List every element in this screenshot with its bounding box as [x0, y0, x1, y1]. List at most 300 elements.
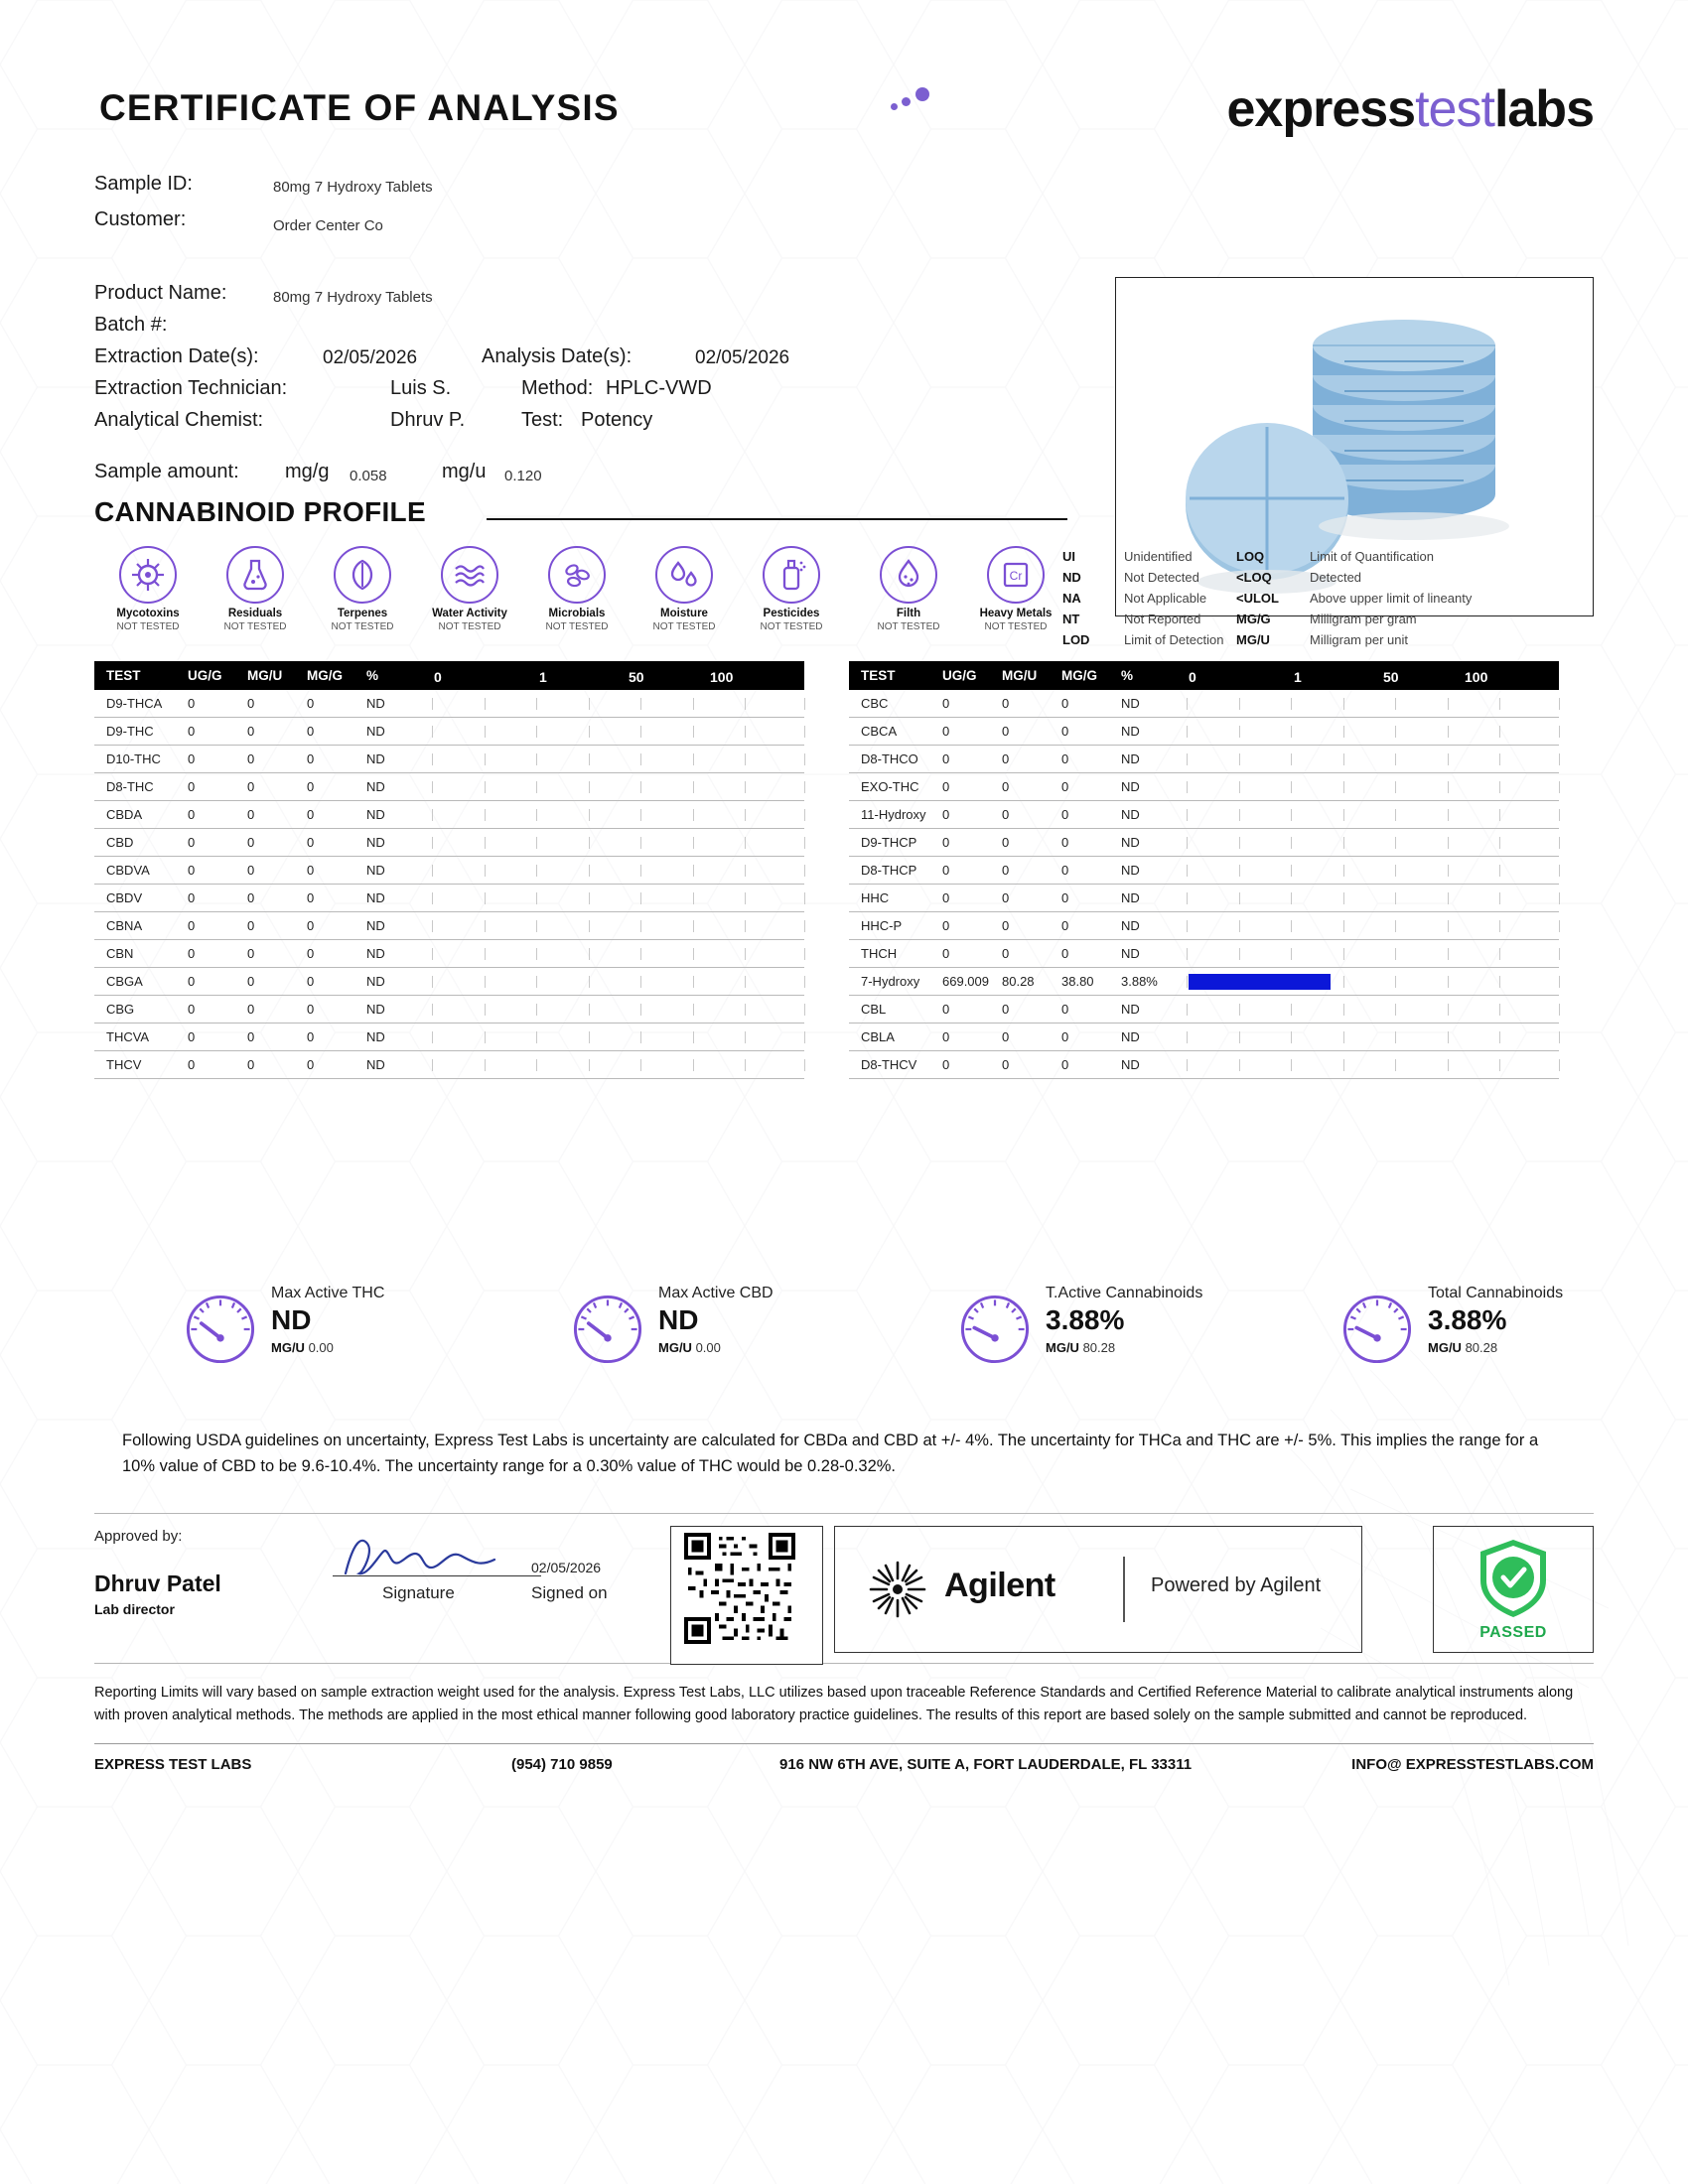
test-icon-residuals: [202, 546, 309, 632]
col-pct: %: [366, 661, 432, 690]
analytical-chemist-value: Dhruv P.: [390, 409, 466, 431]
cell-test: CBC: [849, 690, 942, 718]
cell-ugg: 0: [188, 912, 247, 940]
test-icon-microbials: [523, 546, 631, 632]
cell-mgu: 80.28: [1002, 968, 1061, 996]
cell-test: CBNA: [94, 912, 188, 940]
gauge-unit-label: MG/U: [271, 1340, 305, 1355]
icon-status: NOT TESTED: [652, 621, 716, 632]
table-body-left: [94, 690, 804, 1079]
icon-status: NOT TESTED: [545, 621, 609, 632]
signed-on-label: Signed on: [531, 1583, 608, 1602]
cell-pct: ND: [1121, 1024, 1187, 1051]
analytical-chemist-label: Analytical Chemist:: [94, 409, 264, 431]
cell-test: CBN: [94, 940, 188, 968]
axis-tick: 0: [434, 668, 442, 685]
signed-date: 02/05/2026: [531, 1560, 602, 1575]
agilent-powered-label: Powered by Agilent: [1151, 1574, 1322, 1596]
table-row: [94, 801, 804, 829]
passed-badge: [1433, 1526, 1594, 1653]
section-title: CANNABINOID PROFILE: [94, 496, 426, 527]
gauge-unit-label: MG/U: [1428, 1340, 1462, 1355]
cell-ugg: 0: [942, 690, 1002, 718]
test-icon-mycotoxins: [94, 546, 202, 632]
cell-test: THCV: [94, 1051, 188, 1079]
legend-desc: Limit of Quantification: [1310, 549, 1435, 564]
legend-desc: Limit of Detection: [1124, 632, 1224, 647]
cell-bar: [432, 968, 804, 996]
residuals-icon: [226, 546, 284, 604]
cell-ugg: 0: [942, 773, 1002, 801]
table-row: [849, 773, 1559, 801]
shield-check-icon: [1476, 1537, 1551, 1620]
cell-mgg: 0: [1061, 801, 1121, 829]
pesticides-icon: [763, 546, 820, 604]
cell-bar: [432, 885, 804, 912]
cell-ugg: 0: [942, 801, 1002, 829]
cell-mgu: 0: [247, 746, 307, 773]
cell-bar: [432, 829, 804, 857]
gauge-unit-value: 80.28: [1465, 1340, 1498, 1355]
cell-bar: [432, 1024, 804, 1051]
cell-pct: ND: [1121, 940, 1187, 968]
gauge-unit-value: 80.28: [1082, 1340, 1116, 1355]
cell-ugg: 0: [188, 968, 247, 996]
cell-pct: ND: [1121, 718, 1187, 746]
icon-label: Filth: [896, 608, 921, 619]
signature-label: Signature: [382, 1583, 455, 1602]
sample-amount-label: Sample amount:: [94, 461, 239, 482]
col-ugg: UG/G: [942, 661, 1002, 690]
cell-mgu: 0: [247, 885, 307, 912]
cell-pct: ND: [366, 857, 432, 885]
cell-ugg: 0: [942, 1051, 1002, 1079]
cell-pct: ND: [366, 1051, 432, 1079]
table-row: [849, 996, 1559, 1024]
axis-tick: 0: [1189, 668, 1196, 685]
col-pct: %: [1121, 661, 1187, 690]
cell-ugg: 0: [188, 857, 247, 885]
cell-mgg: 0: [307, 857, 366, 885]
table-row: [849, 718, 1559, 746]
cell-pct: ND: [1121, 996, 1187, 1024]
cell-test: CBDVA: [94, 857, 188, 885]
cell-bar: [1187, 1051, 1559, 1079]
cell-test: CBCA: [849, 718, 942, 746]
cell-pct: 3.88%: [1121, 968, 1187, 996]
cell-mgu: 0: [1002, 940, 1061, 968]
cell-ugg: 0: [188, 718, 247, 746]
axis-tick: 50: [1383, 668, 1399, 685]
cell-test: 7-Hydroxy: [849, 968, 942, 996]
footer-bar: [94, 1743, 1594, 1780]
logo-dots-icon: [891, 87, 938, 117]
signature-image: [338, 1528, 536, 1589]
heavy-metals-icon: [987, 546, 1045, 604]
legend-key: LOD: [1062, 632, 1090, 647]
cell-ugg: 0: [942, 1024, 1002, 1051]
cell-pct: ND: [366, 773, 432, 801]
col-ugg: UG/G: [188, 661, 247, 690]
cell-pct: ND: [1121, 773, 1187, 801]
icon-label: Water Activity: [432, 608, 507, 619]
cell-pct: ND: [366, 690, 432, 718]
col-mgg: MG/G: [307, 661, 366, 690]
cell-pct: ND: [1121, 1051, 1187, 1079]
legend-desc: Not Detected: [1124, 570, 1199, 585]
gauge-unit-label: MG/U: [1046, 1340, 1079, 1355]
summary-gauges: [94, 1285, 1594, 1404]
gauge-unit-label: MG/U: [658, 1340, 692, 1355]
table-row: [849, 690, 1559, 718]
axis-tick: 50: [629, 668, 644, 685]
cell-test: THCVA: [94, 1024, 188, 1051]
cell-bar: [1187, 829, 1559, 857]
legend-key: UI: [1062, 549, 1075, 564]
cell-bar: [432, 801, 804, 829]
logo-test: test: [1415, 80, 1494, 138]
analysis-date-label: Analysis Date(s):: [482, 345, 633, 367]
cell-bar: [432, 857, 804, 885]
brand-logo: [1227, 79, 1595, 139]
cell-test: D9-THCP: [849, 829, 942, 857]
table-row: [94, 885, 804, 912]
cell-mgg: 0: [1061, 690, 1121, 718]
cell-mgu: 0: [247, 1024, 307, 1051]
extraction-date-value: 02/05/2026: [323, 347, 418, 368]
legend-key: NA: [1062, 591, 1081, 606]
test-value: Potency: [581, 409, 653, 431]
sample-id-value: 80mg 7 Hydroxy Tablets: [273, 179, 433, 196]
customer-value: Order Center Co: [273, 217, 383, 234]
test-icon-heavy-metals: [962, 546, 1069, 632]
axis-ticks: [432, 669, 804, 683]
method-value: HPLC-VWD: [606, 377, 712, 399]
cell-mgu: 0: [1002, 1024, 1061, 1051]
icon-label: Moisture: [660, 608, 708, 619]
cell-pct: ND: [366, 968, 432, 996]
table-row: [94, 996, 804, 1024]
cell-mgg: 0: [307, 773, 366, 801]
cell-pct: ND: [366, 912, 432, 940]
legend-left: [1062, 546, 1223, 650]
cell-mgu: 0: [1002, 801, 1061, 829]
cell-test: CBDA: [94, 801, 188, 829]
cell-bar: [1187, 857, 1559, 885]
cell-mgg: 0: [307, 801, 366, 829]
table-row: [94, 690, 804, 718]
cell-pct: ND: [366, 829, 432, 857]
cell-mgu: 0: [1002, 996, 1061, 1024]
cell-mgg: 0: [307, 718, 366, 746]
cell-mgu: 0: [247, 857, 307, 885]
cell-mgg: 0: [307, 746, 366, 773]
axis-tick: 1: [1294, 668, 1302, 685]
cell-pct: ND: [1121, 746, 1187, 773]
mycotoxins-icon: [119, 546, 177, 604]
mgu-value: 0.120: [504, 468, 542, 484]
cell-mgg: 0: [1061, 996, 1121, 1024]
gauge-text: [1428, 1285, 1563, 1355]
cell-mgu: 0: [247, 773, 307, 801]
legend-key: MG/G: [1236, 612, 1271, 626]
cell-ugg: 0: [942, 829, 1002, 857]
cell-ugg: 0: [188, 996, 247, 1024]
cannabinoid-table-right: [849, 661, 1559, 1079]
col-test: TEST: [94, 661, 188, 690]
icon-status: NOT TESTED: [223, 621, 287, 632]
legend-desc: Above upper limit of lineanty: [1310, 591, 1473, 606]
cell-mgu: 0: [247, 801, 307, 829]
col-axis: [432, 661, 804, 690]
gauge-title: Max Active THC: [271, 1285, 385, 1301]
cell-pct: ND: [366, 996, 432, 1024]
axis-tick: 1: [539, 668, 547, 685]
cell-bar: [432, 746, 804, 773]
cell-mgg: 0: [307, 1024, 366, 1051]
cell-ugg: 0: [188, 829, 247, 857]
cell-bar: [432, 773, 804, 801]
cell-mgg: 0: [307, 690, 366, 718]
approval-strip: [94, 1513, 1594, 1664]
table-row: [849, 746, 1559, 773]
cell-mgu: 0: [247, 718, 307, 746]
cell-test: D9-THC: [94, 718, 188, 746]
legend-desc: Unidentified: [1124, 549, 1193, 564]
table-row: [94, 829, 804, 857]
gauge-text: [1046, 1285, 1202, 1355]
cell-mgu: 0: [1002, 829, 1061, 857]
cell-test: D8-THC: [94, 773, 188, 801]
cell-mgg: 0: [307, 996, 366, 1024]
qr-code[interactable]: [670, 1526, 823, 1665]
gauge-dial-icon: [958, 1293, 1032, 1366]
footer-email[interactable]: INFO@ EXPRESSTESTLABS.COM: [1351, 1756, 1594, 1773]
batch-label: Batch #:: [94, 314, 168, 336]
cell-test: D8-THCP: [849, 857, 942, 885]
signature-line: [333, 1575, 541, 1576]
extraction-date-label: Extraction Date(s):: [94, 345, 259, 367]
table-row: [849, 857, 1559, 885]
cell-pct: ND: [1121, 885, 1187, 912]
mgu-label: mg/u: [442, 461, 487, 482]
icon-status: NOT TESTED: [438, 621, 501, 632]
gauge-title: T.Active Cannabinoids: [1046, 1285, 1203, 1301]
icon-label: Terpenes: [337, 608, 388, 619]
cell-test: HHC-P: [849, 912, 942, 940]
legend-desc: Detected: [1310, 570, 1362, 585]
legend-desc: Not Applicable: [1124, 591, 1207, 606]
water-activity-icon: [441, 546, 498, 604]
cell-test: CBL: [849, 996, 942, 1024]
table-row: [849, 885, 1559, 912]
gauge-text: [658, 1285, 774, 1355]
table-row: [849, 1024, 1559, 1051]
gauge-dial-icon: [571, 1293, 644, 1366]
icon-label: Heavy Metals: [979, 608, 1053, 619]
cell-mgu: 0: [1002, 690, 1061, 718]
icon-status: NOT TESTED: [984, 621, 1048, 632]
cell-test: CBD: [94, 829, 188, 857]
cell-ugg: 0: [188, 773, 247, 801]
cell-mgg: 0: [307, 968, 366, 996]
cell-bar: [432, 912, 804, 940]
test-icon-filth: [855, 546, 962, 632]
gauge-value: ND: [658, 1304, 699, 1335]
axis-ticks: [1187, 669, 1559, 683]
icon-status: NOT TESTED: [760, 621, 823, 632]
cell-ugg: 0: [942, 885, 1002, 912]
icon-label: Mycotoxins: [116, 608, 180, 619]
lab-director-name: Dhruv Patel: [94, 1570, 221, 1596]
icon-status: NOT TESTED: [877, 621, 940, 632]
svg-text:Cr: Cr: [1009, 569, 1023, 583]
approved-by-label: Approved by:: [94, 1528, 183, 1545]
cell-mgu: 0: [247, 968, 307, 996]
gauge-unit-value: 0.00: [695, 1340, 721, 1355]
test-label: Test:: [521, 409, 564, 431]
mgg-value: 0.058: [350, 468, 387, 484]
cell-bar: [1187, 912, 1559, 940]
legend-desc: Milligram per gram: [1310, 612, 1417, 626]
gauge-dial-icon: [184, 1293, 257, 1366]
cell-mgu: 0: [1002, 1051, 1061, 1079]
legend-key: <ULOL: [1236, 591, 1279, 606]
cannabinoid-table-left: [94, 661, 804, 1079]
cell-ugg: 669.009: [942, 968, 1002, 996]
gauge-unit-value: 0.00: [308, 1340, 334, 1355]
icon-label: Residuals: [227, 608, 283, 619]
section-rule: [487, 518, 1067, 520]
col-mgg: MG/G: [1061, 661, 1121, 690]
moisture-icon: [655, 546, 713, 604]
agilent-badge: [834, 1526, 1362, 1653]
cell-mgu: 0: [1002, 857, 1061, 885]
cell-test: EXO-THC: [849, 773, 942, 801]
microbials-icon: [548, 546, 606, 604]
uncertainty-disclaimer: Following USDA guidelines on uncertainty, Express Test Labs is uncertainty are calculated for CBDa and CBD at +/- 4%. The uncertainty for THCa and THC are +/- 5%. This implies the range for a 10% value of CBD to be 9.6-10.4%. The uncertainty range for a 0.30% value of THC would be 0.28-0.32%.: [122, 1432, 1539, 1475]
cell-bar: [432, 940, 804, 968]
footer-note: Reporting Limits will vary based on sample extraction weight used for the analysis. Express Test Labs, LLC utilizes based upon traceable Reference Standards and Certified Reference Material to calibrate analytical instruments along with proven analytical methods. The methods are applied in the most ethical manner following good laboratory practice guidelines. The results of this report are based solely on the sample submitted and cannot be reproduced.: [94, 1685, 1574, 1723]
cell-mgu: 0: [247, 940, 307, 968]
col-test: TEST: [849, 661, 942, 690]
test-icon-row: [94, 546, 1594, 655]
table-row: [94, 857, 804, 885]
table-row: [849, 940, 1559, 968]
table-row: [849, 829, 1559, 857]
cell-ugg: 0: [942, 996, 1002, 1024]
cell-mgg: 0: [1061, 940, 1121, 968]
legend-key: LOQ: [1236, 549, 1265, 564]
gauge-value: ND: [271, 1304, 312, 1335]
cell-pct: ND: [366, 801, 432, 829]
cell-bar: [1187, 746, 1559, 773]
test-icon-terpenes: [309, 546, 416, 632]
cell-bar: [432, 718, 804, 746]
cell-pct: ND: [1121, 690, 1187, 718]
gauge-value: 3.88%: [1428, 1304, 1507, 1335]
cell-test: D9-THCA: [94, 690, 188, 718]
col-mgu: MG/U: [247, 661, 307, 690]
logo-express: express: [1226, 80, 1416, 138]
filth-icon: [880, 546, 937, 604]
table-row: [94, 940, 804, 968]
cell-test: D8-THCO: [849, 746, 942, 773]
page-title: CERTIFICATE OF ANALYSIS: [99, 87, 620, 128]
cell-mgu: 0: [1002, 912, 1061, 940]
cell-pct: ND: [366, 1024, 432, 1051]
cell-ugg: 0: [188, 801, 247, 829]
cell-mgu: 0: [247, 829, 307, 857]
cell-ugg: 0: [188, 1024, 247, 1051]
cell-pct: ND: [1121, 829, 1187, 857]
cell-mgg: 0: [307, 885, 366, 912]
cell-test: 11-Hydroxy: [849, 801, 942, 829]
cell-pct: ND: [366, 746, 432, 773]
table-row: [849, 968, 1559, 996]
legend-right: [1236, 546, 1472, 650]
cell-mgu: 0: [1002, 746, 1061, 773]
axis-tick: 100: [1465, 668, 1488, 685]
footer-phone[interactable]: (954) 710 9859: [511, 1756, 613, 1773]
cell-ugg: 0: [188, 940, 247, 968]
col-mgu: MG/U: [1002, 661, 1061, 690]
cell-mgg: 0: [307, 912, 366, 940]
cell-mgg: 0: [1061, 773, 1121, 801]
cell-test: D10-THC: [94, 746, 188, 773]
cell-mgu: 0: [1002, 773, 1061, 801]
cell-bar: [1187, 773, 1559, 801]
cell-mgu: 0: [247, 912, 307, 940]
cell-ugg: 0: [188, 690, 247, 718]
sample-id-label: Sample ID:: [94, 173, 193, 195]
extraction-technician-value: Luis S.: [390, 377, 452, 399]
passed-label: PASSED: [1479, 1624, 1547, 1641]
cell-bar: [1187, 968, 1559, 996]
legend-key: NT: [1062, 612, 1080, 626]
cell-mgg: 38.80: [1061, 968, 1121, 996]
cell-test: CBG: [94, 996, 188, 1024]
table-row: [94, 1051, 804, 1079]
cell-mgg: 0: [1061, 1024, 1121, 1051]
gauge-title: Total Cannabinoids: [1428, 1285, 1564, 1301]
cell-pct: ND: [1121, 801, 1187, 829]
cell-mgu: 0: [247, 690, 307, 718]
cell-mgg: 0: [1061, 1051, 1121, 1079]
cell-mgg: 0: [307, 829, 366, 857]
cell-bar: [1187, 996, 1559, 1024]
lab-director-role: Lab director: [94, 1601, 175, 1617]
test-icon-moisture: [631, 546, 738, 632]
cell-mgg: 0: [307, 940, 366, 968]
cell-mgu: 0: [1002, 885, 1061, 912]
table-row: [849, 912, 1559, 940]
legend-key: MG/U: [1236, 632, 1270, 647]
cell-mgu: 0: [1002, 718, 1061, 746]
cell-mgu: 0: [247, 1051, 307, 1079]
cell-pct: ND: [1121, 857, 1187, 885]
extraction-technician-label: Extraction Technician:: [94, 377, 288, 399]
terpenes-icon: [334, 546, 391, 604]
logo-labs: labs: [1493, 80, 1594, 138]
legend-desc: Milligram per unit: [1310, 632, 1408, 647]
footer-company: EXPRESS TEST LABS: [94, 1756, 252, 1773]
cell-pct: ND: [366, 885, 432, 912]
icon-status: NOT TESTED: [331, 621, 394, 632]
cell-ugg: 0: [942, 718, 1002, 746]
cell-mgg: 0: [1061, 857, 1121, 885]
cell-ugg: 0: [942, 912, 1002, 940]
